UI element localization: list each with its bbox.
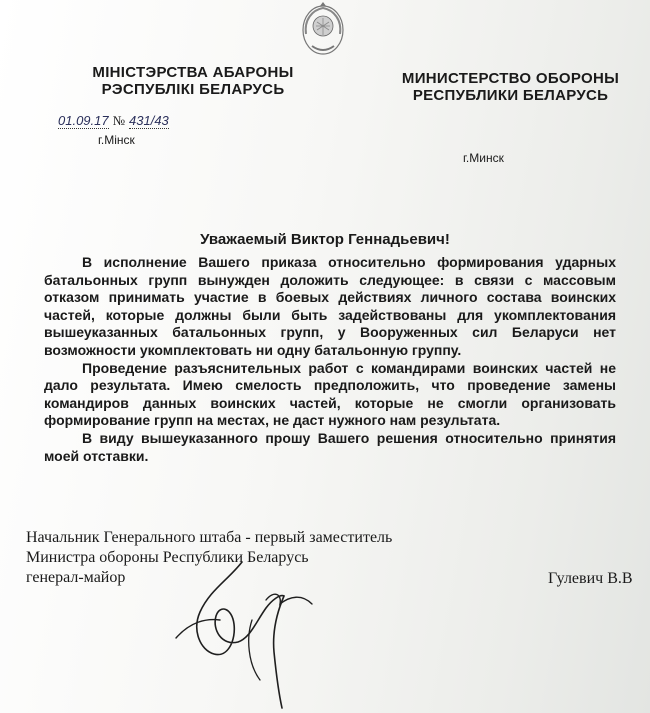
handwritten-signature-icon xyxy=(170,560,330,710)
paragraph-2: Проведение разъяснительных работ с командирами воинских частей не дало результата. Имею смелость предположить, что проведение замены командиров данных воинских частей, которые не смогли организовать формирование групп на местах, не даст нужного нам результата. xyxy=(44,359,616,429)
ministry-header-belarusian xyxy=(78,64,308,98)
header-right-line1: МИНИСТЕРСТВО ОБОРОНЫ xyxy=(401,70,620,87)
paragraph-1: В исполнение Вашего приказа относительно формирования ударных батальонных групп вынужден доложить следующее: в связи с массовым отказом принимать участие в боевых действиях личного состава воинских частей, которые должны были быть задействованы для укомплектования вышеуказанных батальонных групп, у Вооруженных сил Беларуси нет возможности укомплектовать ни одну батальонную группу. xyxy=(44,254,616,358)
header-left-line2: РЭСПУБЛІКІ БЕЛАРУСЬ xyxy=(101,81,285,98)
signature-rank: генерал-майор xyxy=(26,569,126,586)
registration-number: 431/43 xyxy=(129,113,169,128)
header-left-line1: МІНІСТЭРСТВА АБАРОНЫ xyxy=(92,64,294,81)
city-right: г.Минск xyxy=(463,151,504,165)
registration-line xyxy=(58,113,169,129)
number-label: № xyxy=(112,113,126,128)
signature-title-line1: Начальник Генерального штаба - первый заместитель xyxy=(26,529,393,546)
registration-date: 01.09.17 xyxy=(58,113,109,128)
letter-body xyxy=(44,254,616,465)
salutation: Уважаемый Виктор Геннадьевич! xyxy=(200,231,450,248)
city-left: г.Мiнск xyxy=(98,133,135,147)
header-right-line2: РЕСПУБЛИКИ БЕЛАРУСЬ xyxy=(412,87,609,104)
state-emblem-icon xyxy=(298,2,348,58)
signatory-name: Гулевич В.В xyxy=(548,570,633,587)
paragraph-3: В виду вышеуказанного прошу Вашего решения относительно принятия моей отставки. xyxy=(44,429,616,464)
signature-title-line2: Министра обороны Республики Беларусь xyxy=(26,549,309,566)
ministry-header-russian xyxy=(388,70,633,104)
